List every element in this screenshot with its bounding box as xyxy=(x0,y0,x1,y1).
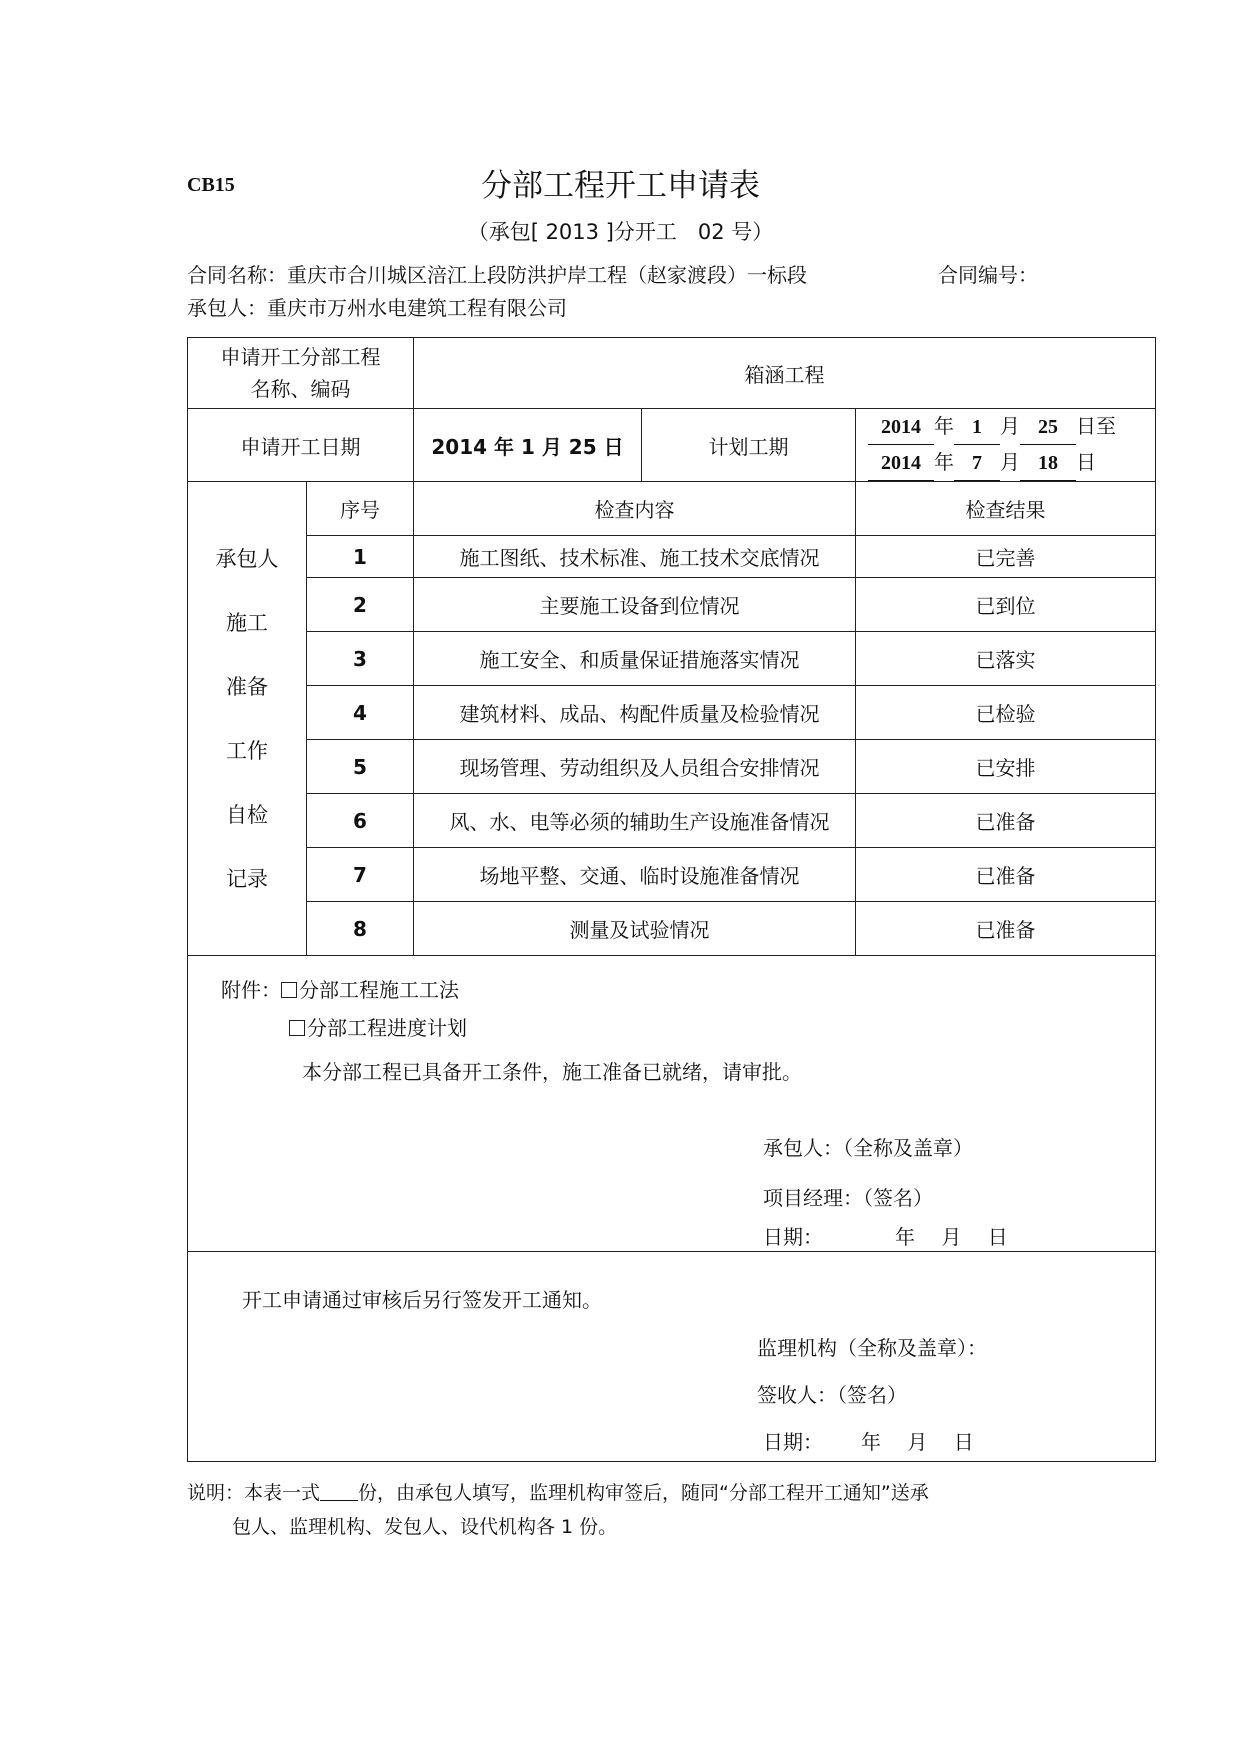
period-label: 计划工期 xyxy=(642,409,856,482)
row-content: 场地平整、交通、临时设施准备情况 xyxy=(414,848,856,902)
row-result: 已准备 xyxy=(856,848,1156,902)
attachment-method: 分部工程施工工法 xyxy=(299,978,459,1002)
supervision-section xyxy=(188,1252,1156,1462)
row-content: 建筑材料、成品、构配件质量及检验情况 xyxy=(414,686,856,740)
copies-blank xyxy=(320,1482,358,1501)
note-line2: 包人、监理机构、发包人、设代机构各 1 份。 xyxy=(232,1516,618,1538)
supervision-org-signature: 监理机构（全称及盖章）： xyxy=(757,1336,987,1360)
supervision-row xyxy=(188,1252,1156,1462)
selfcheck-label: 承包人 施工 准备 工作 自检 记录 xyxy=(188,482,307,956)
row-content: 施工图纸、技术标准、施工技术交底情况 xyxy=(414,536,856,578)
row-result: 已完善 xyxy=(856,536,1156,578)
period-value xyxy=(856,409,1156,482)
row-content: 现场管理、劳动组织及人员组合安排情况 xyxy=(414,740,856,794)
row-no: 6 xyxy=(307,794,414,848)
period-from: 2014 年 1 月 25 日至 xyxy=(856,409,1155,445)
table-row xyxy=(188,686,1156,740)
supervision-statement: 开工申请通过审核后另行签发开工通知。 xyxy=(242,1288,602,1312)
col-header-content: 检查内容 xyxy=(414,482,856,536)
project-value: 箱涵工程 xyxy=(414,338,1156,409)
col-header-no: 序号 xyxy=(307,482,414,536)
row-no: 2 xyxy=(307,578,414,632)
attachments-row xyxy=(188,956,1156,1252)
start-date-label: 申请开工日期 xyxy=(188,409,414,482)
row-result: 已准备 xyxy=(856,902,1156,956)
attachments-line1: 附件： 分部工程施工工法 xyxy=(221,978,459,1002)
contract-no-label: 合同编号： xyxy=(938,263,1038,287)
row-no: 5 xyxy=(307,740,414,794)
table-row xyxy=(188,902,1156,956)
row-no: 7 xyxy=(307,848,414,902)
project-row xyxy=(188,338,1156,409)
table-row xyxy=(188,578,1156,632)
contractor-signature: 承包人：（全称及盖章） xyxy=(763,1136,973,1160)
row-content: 施工安全、和质量保证措施落实情况 xyxy=(414,632,856,686)
checklist-header-row xyxy=(188,482,1156,536)
note-line1: 说明：本表一式 份，由承包人填写，监理机构审签后，随同“分部工程开工通知”送承 xyxy=(187,1482,929,1504)
row-content: 测量及试验情况 xyxy=(414,902,856,956)
form-number: （承包[ 2013 ]分开工 02 号） xyxy=(467,220,774,244)
page-title: 分部工程开工申请表 xyxy=(481,168,760,204)
row-no: 8 xyxy=(307,902,414,956)
col-header-result: 检查结果 xyxy=(856,482,1156,536)
contractor-label: 承包人： xyxy=(187,296,267,320)
contract-name-label: 合同名称： xyxy=(187,263,287,287)
form-code: CB15 xyxy=(187,174,235,196)
attachments-section xyxy=(188,956,1156,1252)
application-form-table xyxy=(187,337,1156,1462)
period-to: 2014 年 7 月 18 日 xyxy=(856,445,1155,481)
start-date-value: 2014 年 1 月 25 日 xyxy=(414,409,642,482)
contractor-name: 重庆市万州水电建筑工程有限公司 xyxy=(267,296,567,320)
supervision-date: 日期： 年 月 日 xyxy=(763,1430,974,1454)
row-content: 主要施工设备到位情况 xyxy=(414,578,856,632)
attachments-line2 xyxy=(289,1012,467,1041)
contractor-line xyxy=(187,292,567,321)
checkbox-icon[interactable] xyxy=(281,982,297,998)
table-row xyxy=(188,848,1156,902)
row-result: 已准备 xyxy=(856,794,1156,848)
table-row xyxy=(188,632,1156,686)
row-result: 已安排 xyxy=(856,740,1156,794)
checkbox-icon[interactable] xyxy=(289,1020,305,1036)
manager-signature: 项目经理：（签名） xyxy=(763,1186,933,1210)
row-no: 3 xyxy=(307,632,414,686)
receiver-signature: 签收人：（签名） xyxy=(757,1383,907,1407)
row-result: 已落实 xyxy=(856,632,1156,686)
table-row xyxy=(188,536,1156,578)
row-no: 4 xyxy=(307,686,414,740)
application-statement: 本分部工程已具备开工条件，施工准备已就绪，请审批。 xyxy=(302,1060,802,1084)
attachment-schedule: 分部工程进度计划 xyxy=(307,1016,467,1040)
table-row xyxy=(188,740,1156,794)
project-label: 申请开工分部工程 名称、编码 xyxy=(188,338,414,409)
row-no: 1 xyxy=(307,536,414,578)
contract-name: 重庆市合川城区涪江上段防洪护岸工程（赵家渡段）一标段 xyxy=(287,263,807,287)
row-content: 风、水、电等必须的辅助生产设施准备情况 xyxy=(414,794,856,848)
contract-name-line xyxy=(187,259,807,288)
date-row xyxy=(188,409,1156,482)
contractor-date: 日期： 年 月 日 xyxy=(763,1225,1008,1249)
row-result: 已到位 xyxy=(856,578,1156,632)
table-row xyxy=(188,794,1156,848)
row-result: 已检验 xyxy=(856,686,1156,740)
